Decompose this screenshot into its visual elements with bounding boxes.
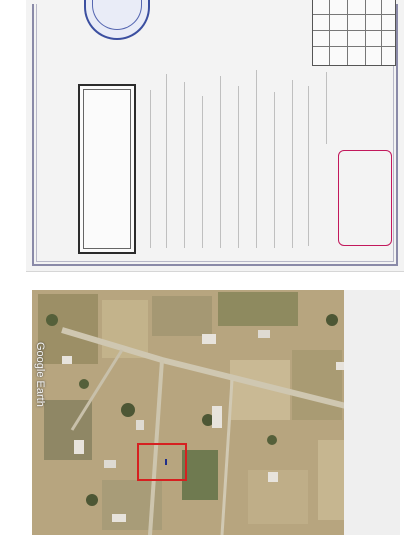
building <box>212 406 222 428</box>
building <box>74 440 84 454</box>
google-earth-watermark: Google Earth <box>34 342 46 407</box>
building <box>258 330 270 338</box>
caption-strip <box>344 290 400 535</box>
surveyor-stamp-inner <box>83 89 131 249</box>
text-line <box>274 92 275 248</box>
tree <box>267 435 277 445</box>
text-line <box>220 76 221 248</box>
table-col-divider <box>381 0 382 65</box>
table-col-divider <box>347 0 348 65</box>
text-line <box>166 74 167 248</box>
text-line <box>326 72 327 144</box>
building <box>136 420 144 430</box>
table-col-divider <box>365 0 366 65</box>
text-line <box>308 86 309 246</box>
tree <box>86 494 98 506</box>
text-line <box>150 90 151 248</box>
tree <box>79 379 89 389</box>
survey-sheet <box>26 0 404 272</box>
building <box>268 472 278 482</box>
field-patch-green <box>182 450 218 500</box>
text-line <box>238 86 239 248</box>
approval-stamp <box>338 150 392 246</box>
tree <box>121 403 135 417</box>
data-table <box>312 0 396 66</box>
building <box>202 334 216 344</box>
table-row-divider <box>313 30 395 31</box>
text-line <box>184 82 185 248</box>
building <box>104 460 116 468</box>
text-line <box>292 80 293 248</box>
text-line <box>202 96 203 248</box>
plot-label <box>165 459 167 465</box>
tree <box>326 314 338 326</box>
text-line <box>256 70 257 248</box>
table-col-divider <box>329 0 330 65</box>
table-row-divider <box>313 46 395 47</box>
table-row-divider <box>313 14 395 15</box>
building <box>112 514 126 522</box>
tree <box>46 314 58 326</box>
field-patch <box>292 350 342 420</box>
field-patch <box>152 296 212 336</box>
building <box>62 356 72 364</box>
field-patch <box>218 292 298 326</box>
